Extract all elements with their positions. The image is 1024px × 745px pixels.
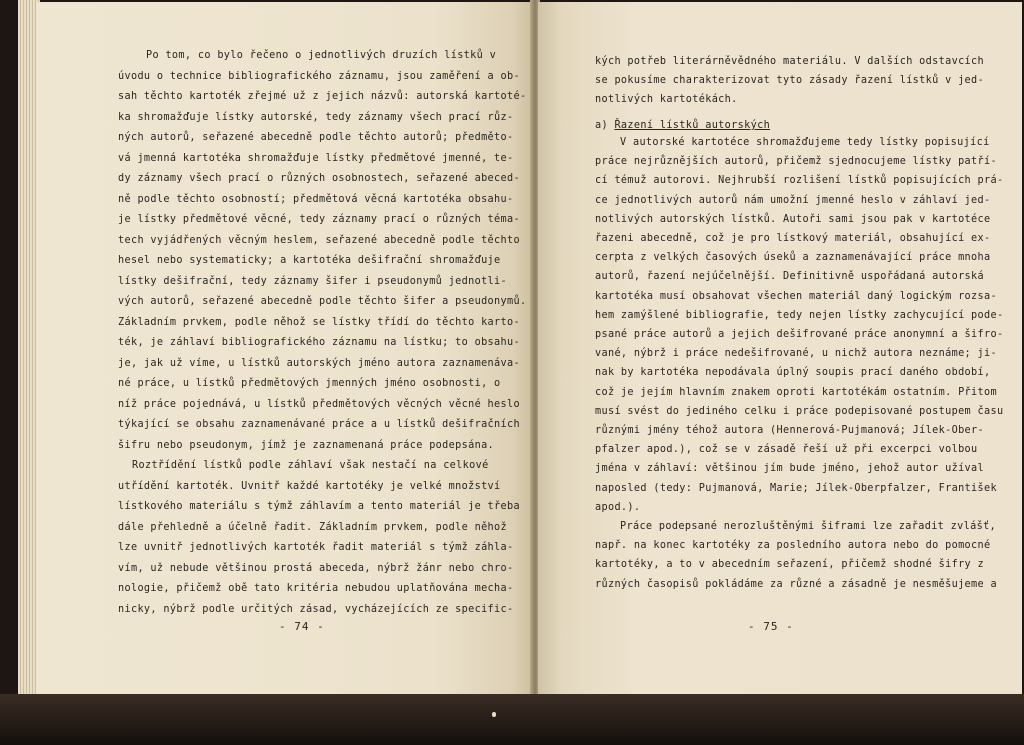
- text-line: řazeni abecedně, což je pro lístkový materiál, obsahující ex-: [595, 233, 991, 244]
- right-page-number: - 75 -: [748, 620, 794, 633]
- text-line: lze uvnitř jednotlivých kartoték řadit materiál s týmž záhla-: [118, 542, 514, 553]
- text-line: cí témuž autorovi. Nejhrubší rozlišení lístků popisujících prá-: [595, 175, 1004, 187]
- text-line: ce jednotlivých autorů nám umožní jmenné heslo v záhlaví jed-: [595, 194, 991, 206]
- text-line: Práce podepsané nerozluštěnými šiframi lze zařadit zvlášť,: [620, 521, 997, 532]
- text-line: hesel nebo systematicky; a kartotéka dešifrační shromažďuje: [118, 255, 501, 266]
- text-line: různých časopisů pokládáme za různé a zásadně je nesměšujeme a: [595, 578, 997, 590]
- text-line: nologie, přičemž obě tato kritéria nebudou uplatňována mecha-: [118, 583, 514, 594]
- text-line: nak by kartotéka nepodávala úplný soupis prací daného období,: [595, 367, 991, 379]
- text-line: né práce, u lístků předmětových jmenných jméno osobnosti, o: [118, 378, 501, 389]
- text-line: šifru nebo pseudonym, jímž je zaznamenaná práce podepsána.: [118, 439, 495, 451]
- text-line: naposled (tedy: Pujmanová, Marie; Jílek-Oberpfalzer, František: [595, 482, 997, 494]
- text-line: různými jmény téhož autora (Hennerová-Pujmanová; Jílek-Ober-: [595, 425, 985, 436]
- text-line: tech vyjádřených věcným heslem, seřazené abecedně podle těchto: [118, 234, 520, 246]
- text-line: což je jejím hlavním znakem oproti kartotékám ostatním. Přitom: [595, 386, 997, 398]
- text-line: úvodu o technice bibliografického záznamu, jsou zaměření a ob-: [118, 70, 520, 82]
- text-line: kartotéky, a to v abecedním seřazení, přičemž shodné šifry z: [595, 559, 985, 571]
- text-line: lístky dešifrační, tedy záznamy šifer i pseudonymů jednotli-: [118, 275, 508, 287]
- left-page: [36, 2, 532, 694]
- text-line: vá jmenná kartotéka shromažďuje lístky předmětové jmenné, te-: [118, 152, 514, 164]
- text-line: se pokusíme charakterizovat tyto zásady řazení lístků v jed-: [595, 75, 985, 86]
- text-line: např. na konec kartotéky za posledního autora nebo do pomocné: [595, 540, 991, 552]
- text-line: je, jak už víme, u lístků autorských jméno autora zaznamenáva-: [118, 357, 520, 369]
- text-line: týkající se obsahu zaznamenávané práce a u lístků dešifračních: [118, 419, 520, 430]
- text-line: ka shromažďuje lístky autorské, tedy záznamy všech prací růz-: [118, 111, 514, 123]
- text-line: ných autorů, seřazené abecedně podle těchto autorů; předměto-: [118, 132, 514, 143]
- text-line: sah těchto kartoték zřejmé už z jejich názvů: autorská kartoté-: [118, 91, 527, 102]
- text-line: apod.).: [595, 501, 641, 513]
- text-line: Základním prvkem, podle něhož se lístky třídí do těchto karto-: [118, 316, 520, 328]
- text-line: pfalzer apod.), což se v zásadě řeší už při excerpci volbou: [595, 444, 978, 456]
- text-line: cerpta z velkých časových úseků a zaznamenávající práce mnoha: [595, 252, 991, 264]
- text-line: jména v záhlaví: většinou jím bude jméno, jehož autor užíval: [595, 463, 985, 475]
- text-line: Po tom, co bylo řečeno o jednotlivých druzích lístků v: [146, 50, 497, 61]
- text-line: vané, nýbrž i práce nedešifrované, u nichž autora neznáme; ji-: [595, 348, 997, 360]
- text-line: hem zamýšlené bibliografie, tedy nejen lístky zachycující pode-: [595, 309, 1004, 321]
- text-line: notlivých kartotékách.: [595, 94, 738, 105]
- text-line: psané práce autorů a jejich dešifrované práce anonymní a šifro-: [595, 329, 1004, 340]
- text-line: kých potřeb literárněvědného materiálu. V dalších odstavcích: [595, 56, 985, 67]
- text-line: nicky, nýbrž podle určitých zásad, vycházejících ze specific-: [118, 603, 514, 615]
- text-line: vých autorů, seřazené abecedně podle těchto šifer a pseudonymů.: [118, 296, 527, 307]
- text-line: dy záznamy všech prací o různých osobnostech, seřazené abeced-: [118, 173, 520, 184]
- text-line: ték, je záhlaví bibliografického záznamu na lístku; to obsahu-: [118, 337, 520, 348]
- section-heading-row: [595, 120, 770, 131]
- speck: [492, 712, 496, 717]
- text-line: ně podle těchto osobností; předmětová věcná kartotéka obsahu-: [118, 193, 514, 205]
- text-line: notlivých autorských lístků. Autoři sami jsou pak v kartotéce: [595, 213, 991, 225]
- text-line: dále přehledně a účelně řadit. Základním prvkem, podle něhož: [118, 521, 508, 533]
- text-line: lístkového materiálu s týmž záhlavím a tento materiál je třeba: [118, 501, 520, 512]
- book-bottom-edge: [0, 694, 1024, 745]
- text-line: musí svést do jediného celku i práce podepisované postupem času: [595, 405, 1004, 417]
- text-line: vím, už nebude většinou prostá abeceda, nýbrž žánr nebo chro-: [118, 562, 514, 574]
- section-label: a): [595, 120, 608, 131]
- text-line: je lístky předmětové věcné, tedy záznamy prací o různých téma-: [118, 214, 520, 225]
- section-heading: Řazení lístků autorských: [614, 120, 771, 131]
- right-page: [538, 2, 1022, 694]
- text-line: kartotéka musí obsahovat všechen materiál daný logickým rozsa-: [595, 290, 997, 302]
- text-line: V autorské kartotéce shromažďujeme tedy lístky popisující: [620, 137, 990, 148]
- text-line: níž práce pojednává, u lístků předmětových věcných věcné heslo: [118, 398, 520, 410]
- text-line: utřídění kartoték. Uvnitř každé kartotéky je velké množství: [118, 480, 501, 492]
- text-line: autorů, řazení nejúčelnější. Definitivně uspořádaná autorská: [595, 271, 985, 283]
- text-line: Roztřídění lístků podle záhlaví však nestačí na celkové: [132, 460, 489, 471]
- text-line: práce nejrůznějších autorů, přičemž sjednocujeme lístky patří-: [595, 156, 997, 168]
- left-page-number: - 74 -: [279, 620, 325, 633]
